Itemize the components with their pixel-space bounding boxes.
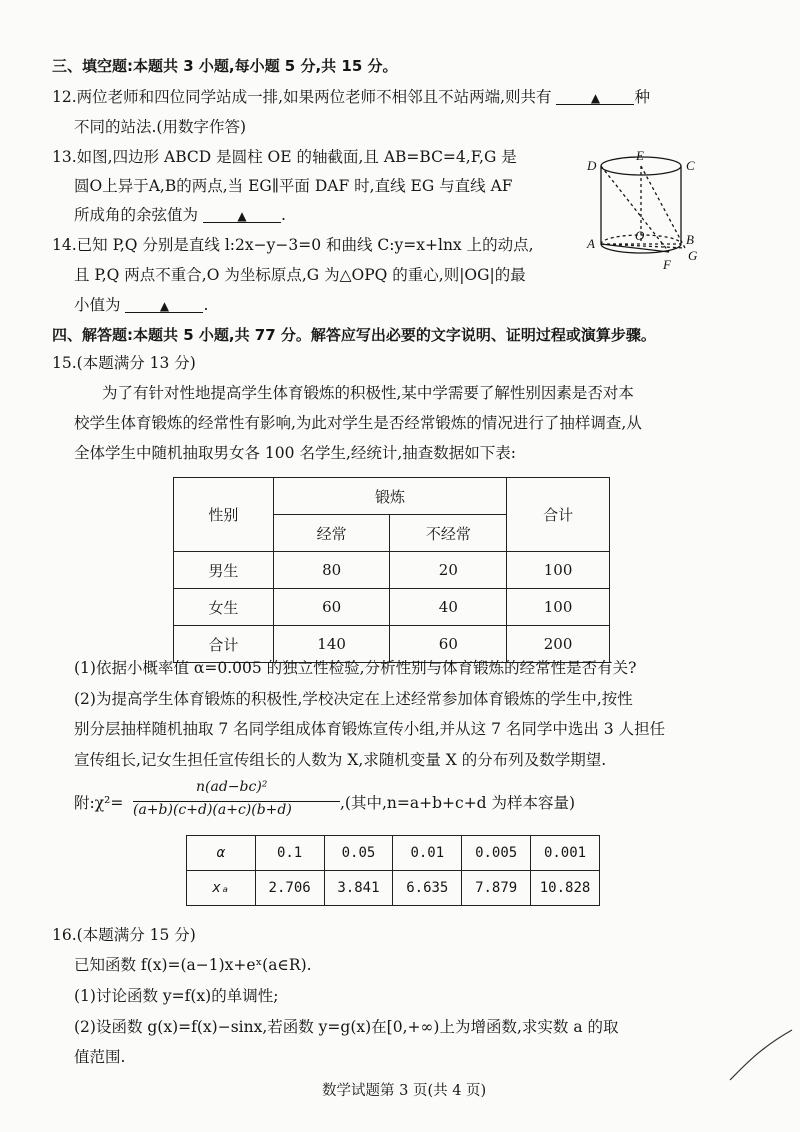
row-label: 合计 [174, 626, 274, 663]
alpha-cell: 0.01 [393, 836, 462, 871]
cell-not-often: 40 [390, 589, 507, 626]
triangle-icon: ▲ [590, 91, 601, 105]
header-total: 合计 [507, 478, 610, 552]
x-row [187, 871, 600, 906]
x-cell: 3.841 [324, 871, 393, 906]
formula-prefix: 附:χ²= [74, 794, 124, 812]
q15-sub2-line2: 别分层抽样随机抽取 7 名同学组成体育锻炼宣传小组,并从这 7 名同学中选出 3 人担任 [74, 720, 666, 738]
label-b: B [686, 232, 694, 247]
table-row [174, 552, 610, 589]
alpha-cell: 0.05 [324, 836, 393, 871]
table-header-row [174, 478, 610, 515]
q16-heading: 16.(本题满分 15 分) [52, 926, 196, 944]
label-d: D [587, 158, 597, 173]
q13-line2: 圆O上异于A,B的两点,当 EG∥平面 DAF 时,直线 EG 与直线 AF [74, 177, 513, 195]
x-cell: 6.635 [393, 871, 462, 906]
alpha-row [187, 836, 600, 871]
q14-line3: 小值为 ▲ . [74, 296, 209, 314]
header-gender: 性别 [174, 478, 274, 552]
page-footer: 数学试题第 3 页(共 4 页) [322, 1083, 487, 1099]
x-cell: 7.879 [462, 871, 531, 906]
label-f: F [663, 257, 671, 272]
critical-value-table [186, 835, 600, 906]
header-often: 经常 [273, 515, 390, 552]
label-a: A [587, 236, 595, 251]
q15-sub2-line3: 宣传组长,记女生担任宣传组长的人数为 X,求随机变量 X 的分布列及数学期望. [74, 751, 607, 769]
q15-sub2-line1: (2)为提高学生体育锻炼的积极性,学校决定在上述经常参加体育锻炼的学生中,按性 [74, 690, 633, 708]
alpha-label: α [187, 836, 256, 871]
cell-not-often: 20 [390, 552, 507, 589]
triangle-icon: ▲ [159, 299, 170, 313]
q14-answer-blank[interactable] [125, 294, 203, 313]
q15-sub1: (1)依据小概率值 α=0.005 的独立性检验,分析性别与体育锻炼的经常性是否有关? [74, 659, 637, 677]
label-g: G [688, 248, 698, 263]
q12-text: 12.两位老师和四位同学站成一排,如果两位老师不相邻且不站两端,则共有 [52, 88, 552, 106]
section3-heading: 三、填空题:本题共 3 小题,每小题 5 分,共 15 分。 [52, 57, 398, 75]
x-cell: 2.706 [255, 871, 324, 906]
q15-heading: 15.(本题满分 13 分) [52, 354, 196, 372]
formula-numerator: n(ad−bc)² [196, 779, 268, 795]
q12-line1 [52, 86, 650, 108]
cell-often: 80 [273, 552, 390, 589]
section4-heading: 四、解答题:本题共 5 小题,共 77 分。解答应写出必要的文字说明、证明过程或演算步骤。 [52, 326, 656, 344]
survey-table [173, 477, 610, 663]
q13-line1: 13.如图,四边形 ABCD 是圆柱 OE 的轴截面,且 AB=BC=4,F,G 是 [52, 148, 517, 166]
q12-text-end: 种 [634, 88, 650, 106]
q16-sub1: (1)讨论函数 y=f(x)的单调性; [74, 987, 279, 1005]
q14-line1: 14.已知 P,Q 分别是直线 l:2x−y−3=0 和曲线 C:y=x+lnx 上的动点, [52, 236, 534, 254]
alpha-cell: 0.005 [462, 836, 531, 871]
x-cell: 10.828 [531, 871, 600, 906]
x-label: xₐ [187, 871, 256, 906]
cylinder-figure [585, 148, 705, 283]
q15-para-line3: 全体学生中随机抽取男女各 100 名学生,经统计,抽查数据如下表: [74, 444, 517, 462]
q15-para-line1: 为了有针对性地提高学生体育锻炼的积极性,某中学需要了解性别因素是否对本 [102, 384, 634, 402]
cell-often: 60 [273, 589, 390, 626]
cell-total: 100 [507, 552, 610, 589]
cell-not-often: 60 [390, 626, 507, 663]
pen-stroke-mark [726, 1026, 796, 1086]
formula-denominator: (a+b)(c+d)(a+c)(b+d) [133, 802, 292, 818]
row-label: 男生 [174, 552, 274, 589]
alpha-cell: 0.1 [255, 836, 324, 871]
header-not-often: 不经常 [390, 515, 507, 552]
label-c: C [686, 158, 695, 173]
q14-text: 小值为 [74, 296, 121, 314]
triangle-icon: ▲ [237, 209, 247, 223]
q13-answer-blank[interactable] [203, 204, 281, 223]
alpha-cell: 0.001 [531, 836, 600, 871]
q12-line2: 不同的站法.(用数字作答) [74, 118, 247, 136]
cell-total: 100 [507, 589, 610, 626]
q14-line2: 且 P,Q 两点不重合,O 为坐标原点,G 为△OPQ 的重心,则|OG|的最 [74, 266, 526, 284]
formula-note: ,(其中,n=a+b+c+d 为样本容量) [340, 794, 576, 812]
table-row [174, 589, 610, 626]
segment-af [601, 244, 669, 252]
row-label: 女生 [174, 589, 274, 626]
header-exercise: 锻炼 [273, 478, 506, 515]
q13-line3: 所成角的余弦值为 ▲ . [74, 206, 286, 224]
q13-text: 所成角的余弦值为 [74, 206, 199, 224]
cell-often: 140 [273, 626, 390, 663]
cell-total: 200 [507, 626, 610, 663]
q16-sub2-line2: 值范围. [74, 1048, 126, 1066]
label-o: O [635, 228, 645, 243]
label-e: E [636, 148, 644, 163]
q12-answer-blank[interactable] [556, 86, 634, 105]
q16-para: 已知函数 f(x)=(a−1)x+eˣ(a∈R). [74, 956, 312, 974]
q16-sub2-line1: (2)设函数 g(x)=f(x)−sinx,若函数 y=g(x)在[0,+∞)上为增函数,求实数 a 的取 [74, 1018, 619, 1036]
q15-para-line2: 校学生体育锻炼的经常性有影响,为此对学生是否经常锻炼的情况进行了抽样调查,从 [74, 414, 642, 432]
